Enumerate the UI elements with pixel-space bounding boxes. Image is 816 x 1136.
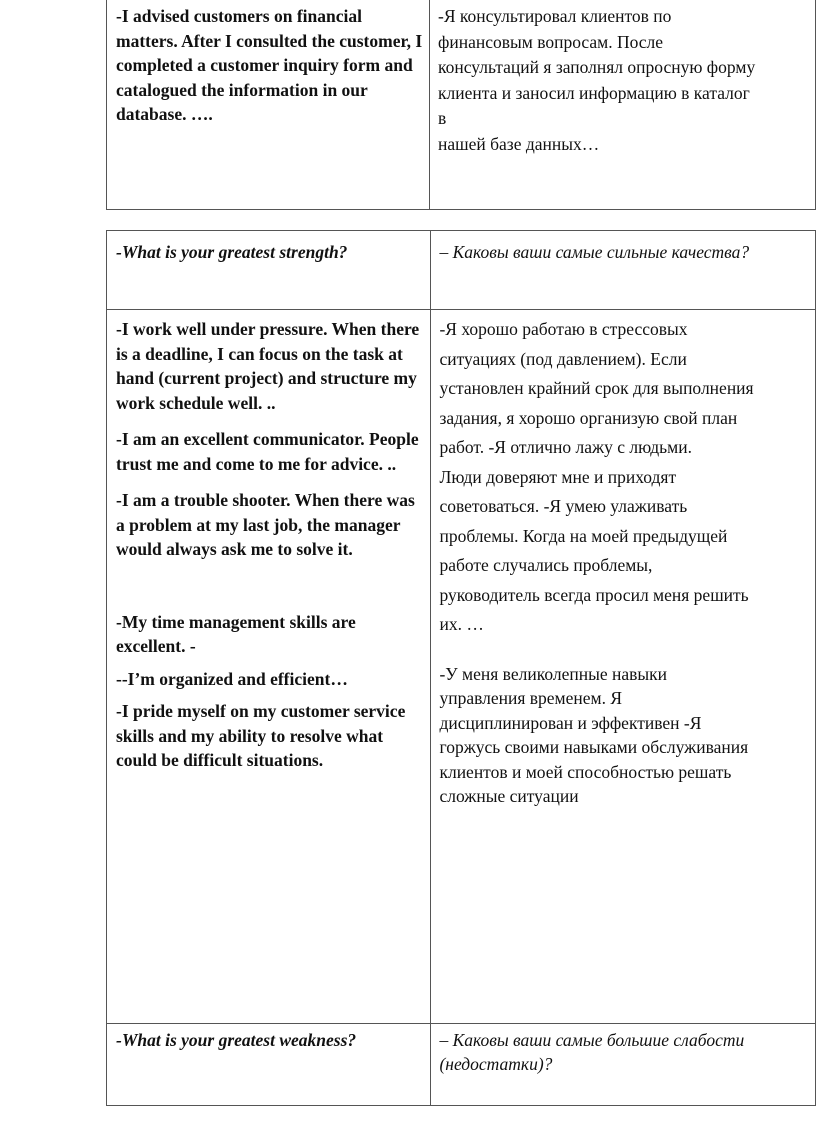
cell-question-weakness-ru <box>431 1024 816 1106</box>
answer-ru-line: Люди доверяют мне и приходят <box>439 466 677 487</box>
answer-ru-line: клиента и заносил информацию в каталог <box>438 82 750 103</box>
cell-answers-en <box>107 310 431 1024</box>
answer-ru-line: -У меня великолепные навыки <box>439 663 667 684</box>
answer-ru-line: горжусь своими навыками обслуживания <box>439 737 749 757</box>
answer-ru-line: установлен крайний срок для выполнения <box>439 378 754 398</box>
answer-en-organized: --I’m organized and efficient… <box>116 668 348 689</box>
answer-ru-line: дисциплинирован и эффективен -Я <box>439 712 702 733</box>
table-previous-job <box>106 0 816 210</box>
question-strength-en: -What is your greatest strength? <box>116 242 348 262</box>
answer-ru-line: -Я консультировал клиентов по <box>438 6 672 26</box>
answer-ru-line: финансовым вопросам. После <box>438 31 664 52</box>
answer-ru-line: управления временем. Я <box>439 688 623 708</box>
answer-ru-line: руководитель всегда просил меня решить <box>439 584 749 605</box>
answer-ru-line: проблемы. Когда на моей предыдущей <box>439 525 728 546</box>
cell-question-strength-ru <box>431 231 816 310</box>
answer-en-pressure: -I work well under pressure. When there is a deadline, I can focus on the task at hand (current project) and structure my work schedule well. .. <box>116 319 420 413</box>
answer-en-advised: -I advised customers on financial matters. After I consulted the customer, I completed a customer inquiry form and catalogued the information in our database. …. <box>116 6 423 124</box>
answer-ru-line: нашей базе данных… <box>438 133 600 154</box>
table-row <box>107 1024 816 1106</box>
answer-ru-line: их. … <box>439 614 484 634</box>
question-strength-ru: – Каковы ваши самые сильные качества? <box>439 242 750 262</box>
cell-answers-ru <box>431 310 816 1024</box>
table-row <box>107 310 816 1024</box>
question-weakness-ru-line: – Каковы ваши самые большие слабости <box>439 1030 745 1050</box>
question-weakness-ru-line: (недостатки)? <box>439 1054 553 1074</box>
answer-ru-line: консультаций я заполнял опросную форму <box>438 57 756 77</box>
cell-question-strength-en <box>107 231 431 310</box>
answer-en-communicator: -I am an excellent communicator. People trust me and come to me for advice. .. <box>116 429 419 474</box>
answer-ru-line: работе случались проблемы, <box>439 555 653 575</box>
answer-ru-line: советоваться. -Я умею улаживать <box>439 496 688 516</box>
table-row <box>107 231 816 310</box>
answer-en-trouble-shooter: -I am a trouble shooter. When there was a problem at my last job, the manager would always ask me to solve it. <box>116 490 415 559</box>
cell-russian <box>430 0 816 210</box>
table-row <box>107 0 816 210</box>
answer-en-time-management: -My time management skills are excellent. - <box>116 611 356 656</box>
answer-ru-line: сложные ситуации <box>439 786 579 806</box>
answer-ru-line: ситуациях (под давлением). Если <box>439 348 687 369</box>
answer-ru-line: задания, я хорошо организую свой план <box>439 407 738 428</box>
answer-ru-line: клиентов и моей способностью решать <box>439 761 732 782</box>
answer-ru-line: в <box>438 108 447 128</box>
question-weakness-en: -What is your greatest weakness? <box>116 1030 357 1050</box>
cell-question-weakness-en <box>107 1024 431 1106</box>
answer-ru-line: работ. -Я отлично лажу с людьми. <box>439 437 692 457</box>
cell-english <box>107 0 430 210</box>
answer-en-customer-service: -I pride myself on my customer service skills and my ability to resolve what could be difficult situations. <box>116 701 406 770</box>
answer-ru-line: -Я хорошо работаю в стрессовых <box>439 319 688 339</box>
table-interview-questions <box>106 230 816 1106</box>
